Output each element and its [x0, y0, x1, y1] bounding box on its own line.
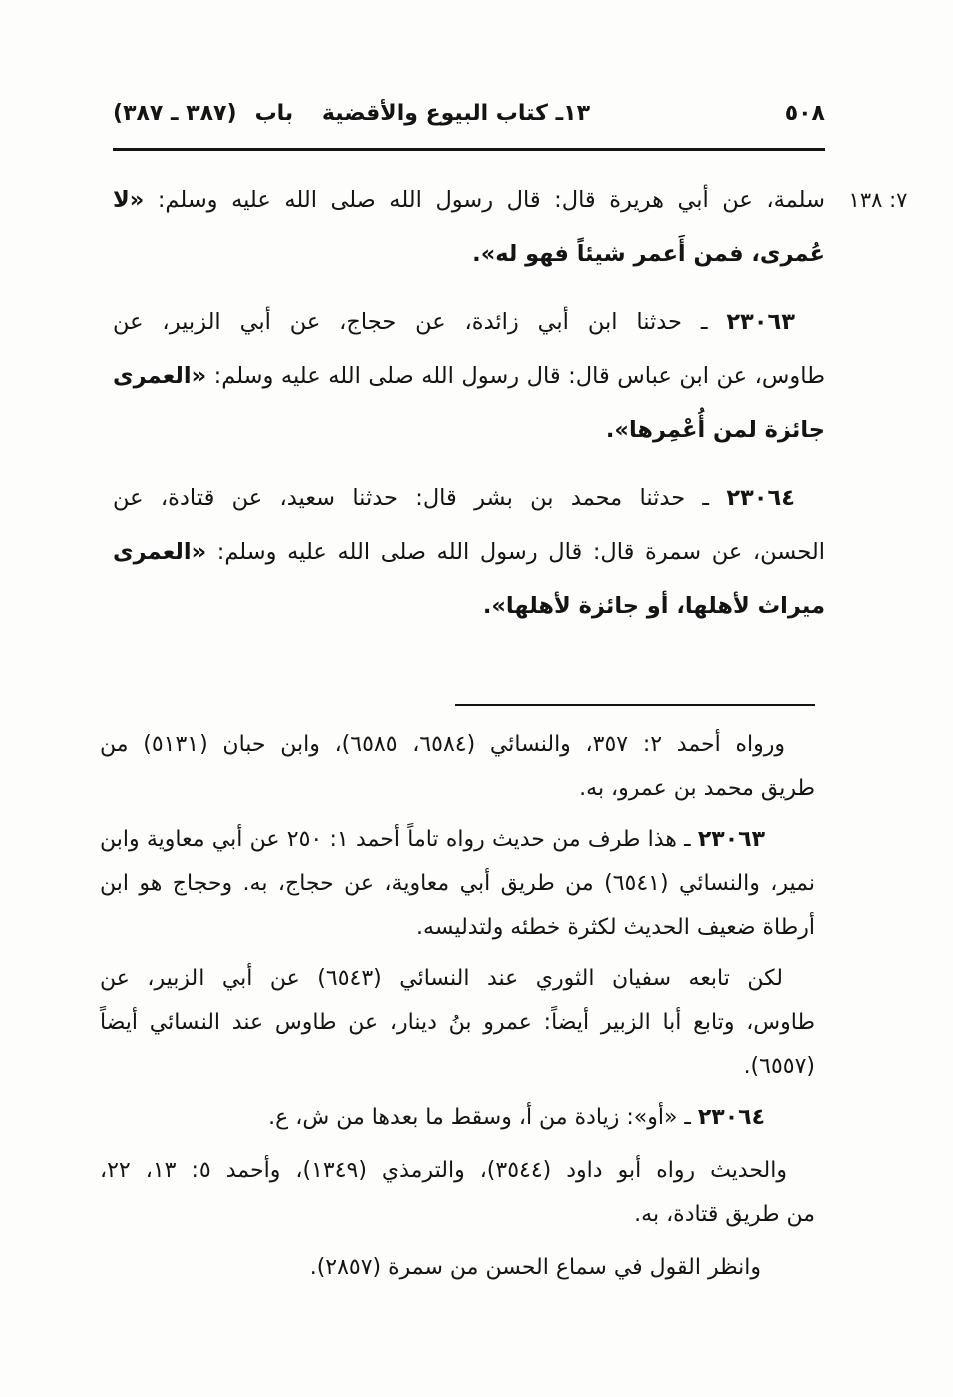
- footnote: [100, 723, 815, 811]
- text-line: [113, 173, 825, 227]
- footnote-line: طريق محمد بن عمرو، به.: [579, 776, 815, 801]
- narration-text: ـ حدثنا ابن أبي زائدة، عن حجاج، عن أبي الزبير، عن: [113, 309, 727, 335]
- footnote-line: لكن تابعه سفيان الثوري عند النسائي (٦٥٤٣) عن أبي الزبير، عن: [100, 966, 783, 991]
- chapter-heading: [113, 94, 293, 134]
- page-number: ٥٠٨: [784, 101, 825, 126]
- chapter-label: باب: [254, 101, 294, 126]
- text-line: [113, 403, 825, 457]
- footnote-line: (٦٥٥٧).: [743, 1054, 815, 1079]
- footnote: [100, 1246, 815, 1290]
- header-rule: [113, 148, 825, 151]
- footnote: [100, 957, 815, 1089]
- hadith-continuation: [113, 173, 825, 281]
- footnote-23063: [100, 818, 815, 950]
- text-line: [113, 295, 825, 349]
- hadith-quote: عُمرى، فمن أَعمر شيئاً فهو له».: [472, 241, 825, 267]
- footnote-line: طاوس، وتابع أبا الزبير أيضاً: عمرو بنُ دينار، عن طاوس عند النسائي أيضاً: [100, 1010, 815, 1035]
- footnote-line: من طريق قتادة، به.: [634, 1202, 815, 1227]
- hadith-23064: [113, 471, 825, 633]
- footnote-line: نمير، والنسائي (٦٥٤١) من طريق أبي معاوية، عن حجاج، به. وحجاج هو ابن: [100, 871, 815, 896]
- footnote-23064: [100, 1096, 815, 1140]
- text-line: [113, 579, 825, 633]
- footnote-text: ـ هذا طرف من حديث رواه تاماً أحمد ١: ٢٥٠ عن أبي معاوية وابن: [100, 827, 698, 852]
- hadith-number: ٢٣٠٦٤: [697, 1105, 765, 1130]
- hadith-23063: [113, 295, 825, 457]
- chapter-range: (٣٨٧ ـ ٣٨٧): [113, 101, 237, 126]
- hadith-quote: «العمرى: [113, 539, 207, 565]
- footnote-line: أرطاة ضعيف الحديث لكثرة خطئه ولتدليسه.: [416, 915, 815, 940]
- footnote-line: [100, 1096, 815, 1140]
- footnote-text: ـ «أو»: زيادة من أ، وسقط ما بعدها من ش، ع.: [268, 1105, 698, 1130]
- hadith-number: ٢٣٠٦٣: [726, 309, 795, 335]
- footnote-rule: [455, 704, 815, 706]
- footnotes: [100, 723, 815, 1290]
- narration-text: الحسن، عن سمرة قال: قال رسول الله صلى الله عليه وسلم:: [206, 539, 825, 565]
- main-text: [113, 173, 825, 633]
- narration-text: طاوس، عن ابن عباس قال: قال رسول الله صلى الله عليه وسلم:: [206, 363, 825, 389]
- narration-text: سلمة، عن أبي هريرة قال: قال رسول الله صلى الله عليه وسلم:: [144, 187, 825, 213]
- hadith-quote: «العمرى: [113, 363, 207, 389]
- text-line: [113, 227, 825, 281]
- hadith-quote: «لا: [113, 187, 145, 213]
- margin-reference: ٧: ١٣٨: [848, 188, 908, 212]
- book-title: ١٣ـ كتاب البيوع والأقضية: [321, 101, 590, 126]
- text-line: [113, 349, 825, 403]
- footnote-line: وانظر القول في سماع الحسن من سمرة (٢٨٥٧).: [309, 1255, 761, 1280]
- text-line: [113, 525, 825, 579]
- footnote-line: ورواه أحمد ٢: ٣٥٧، والنسائي (٦٥٨٤، ٦٥٨٥)، وابن حبان (٥١٣١) من: [100, 732, 786, 757]
- footnote: [100, 1149, 815, 1237]
- text-line: [113, 471, 825, 525]
- hadith-number: ٢٣٠٦٤: [726, 485, 795, 511]
- footnote-line: [100, 818, 815, 862]
- hadith-number: ٢٣٠٦٣: [697, 827, 766, 852]
- hadith-quote: ميراث لأهلها، أو جائزة لأهلها».: [482, 593, 825, 619]
- footnote-line: والحديث رواه أبو داود (٣٥٤٤)، والترمذي (١٣٤٩)، وأحمد ٥: ١٣، ٢٢،: [100, 1158, 787, 1183]
- narration-text: ـ حدثنا محمد بن بشر قال: حدثنا سعيد، عن قتادة، عن: [113, 485, 727, 511]
- hadith-quote: جائزة لمن أُعْمِرها».: [605, 417, 825, 443]
